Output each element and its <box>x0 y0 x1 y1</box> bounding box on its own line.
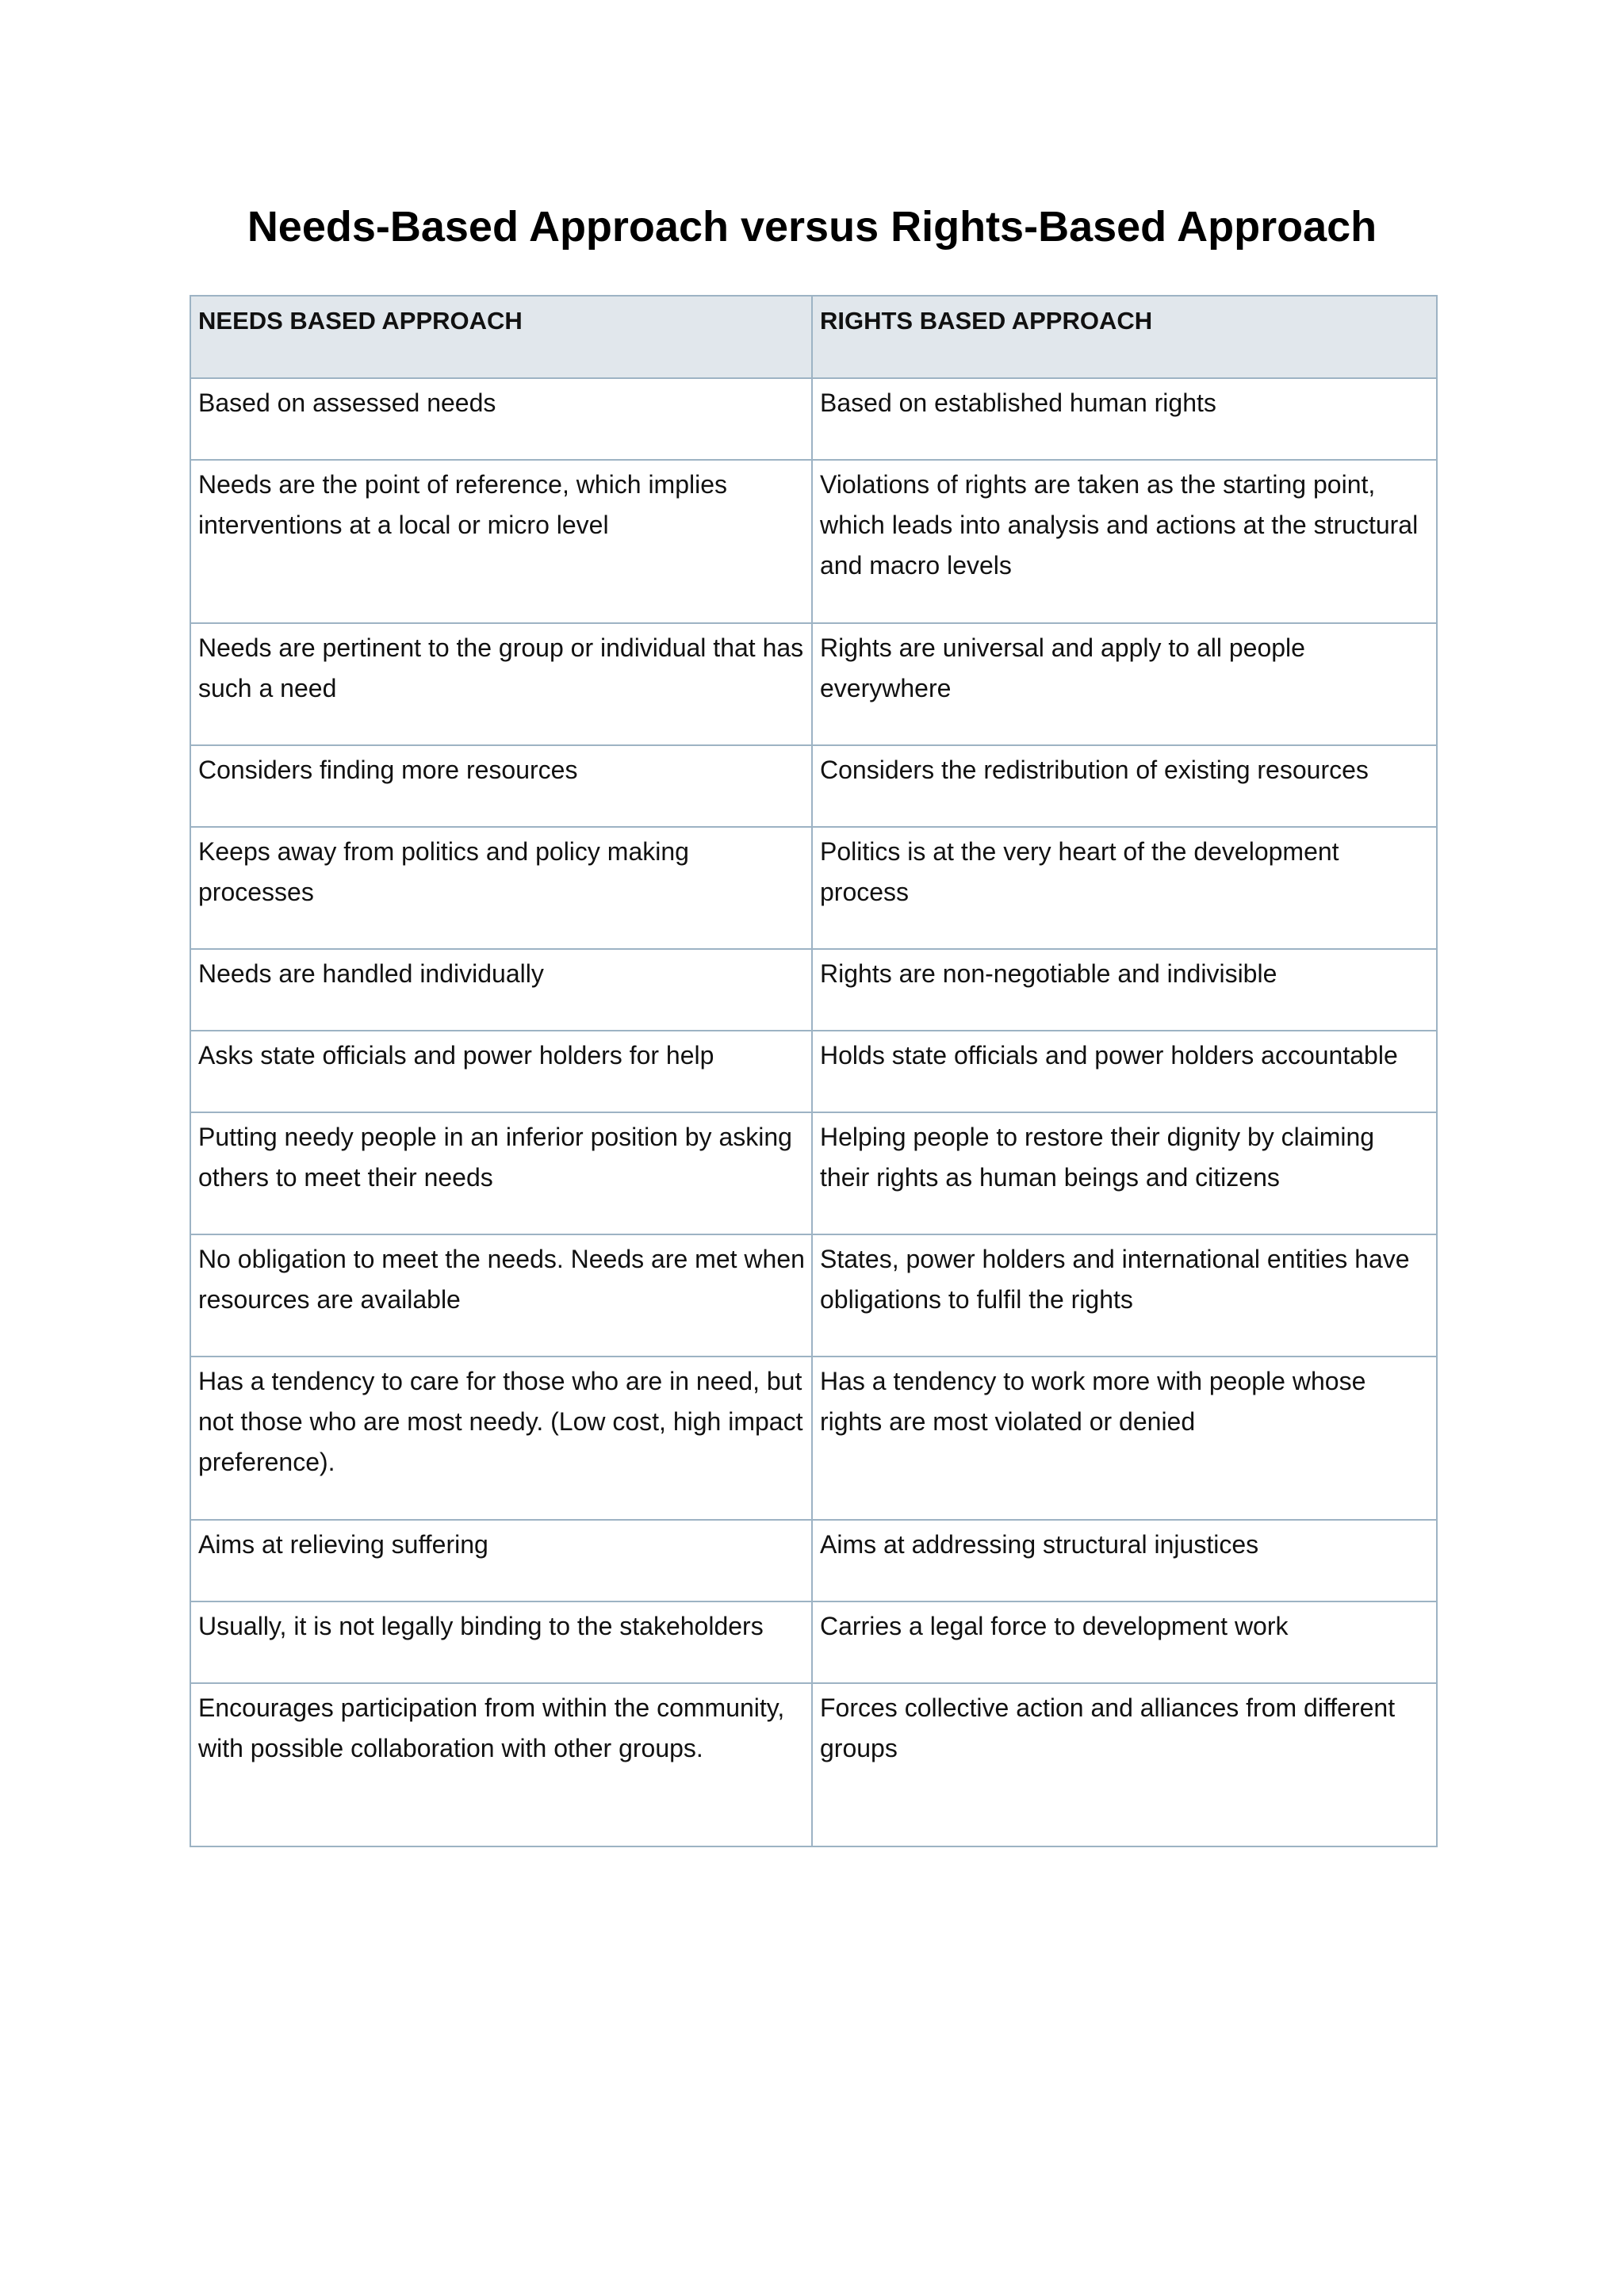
table-header-row <box>190 296 1437 378</box>
column-header-needs: NEEDS BASED APPROACH <box>190 296 812 378</box>
table-cell-needs: Asks state officials and power holders for help <box>190 1031 812 1112</box>
table-row <box>190 1112 1437 1234</box>
table-cell-needs: Has a tendency to care for those who are in need, but not those who are most needy. (Low cost, high impact preference). <box>190 1357 812 1520</box>
table-cell-rights: Rights are non-negotiable and indivisible <box>812 949 1437 1031</box>
table-cell-rights: Carries a legal force to development work <box>812 1601 1437 1683</box>
comparison-table <box>190 295 1438 1847</box>
table-row <box>190 827 1437 949</box>
table-cell-rights: Aims at addressing structural injustices <box>812 1520 1437 1601</box>
table-cell-rights: Rights are universal and apply to all people everywhere <box>812 623 1437 745</box>
table-row <box>190 623 1437 745</box>
table-cell-needs: Usually, it is not legally binding to the stakeholders <box>190 1601 812 1683</box>
table-row <box>190 949 1437 1031</box>
table-cell-needs: Encourages participation from within the community, with possible collaboration with other groups. <box>190 1683 812 1846</box>
table-row <box>190 1683 1437 1846</box>
table-row <box>190 378 1437 460</box>
column-header-rights: RIGHTS BASED APPROACH <box>812 296 1437 378</box>
table-cell-rights: States, power holders and international entities have obligations to fulfil the rights <box>812 1234 1437 1357</box>
table-row <box>190 1031 1437 1112</box>
table-cell-rights: Helping people to restore their dignity by claiming their rights as human beings and citizens <box>812 1112 1437 1234</box>
page-title: Needs-Based Approach versus Rights-Based Approach <box>247 203 1377 251</box>
table-cell-needs: No obligation to meet the needs. Needs are met when resources are available <box>190 1234 812 1357</box>
table-cell-needs: Needs are the point of reference, which implies interventions at a local or micro level <box>190 460 812 623</box>
table-row <box>190 460 1437 623</box>
table-row <box>190 1520 1437 1601</box>
table-cell-needs: Aims at relieving suffering <box>190 1520 812 1601</box>
table-cell-needs: Putting needy people in an inferior position by asking others to meet their needs <box>190 1112 812 1234</box>
table-cell-rights: Forces collective action and alliances from different groups <box>812 1683 1437 1846</box>
table-cell-needs: Needs are handled individually <box>190 949 812 1031</box>
table-row <box>190 1234 1437 1357</box>
table-row <box>190 745 1437 827</box>
table-cell-rights: Holds state officials and power holders accountable <box>812 1031 1437 1112</box>
table-cell-rights: Has a tendency to work more with people whose rights are most violated or denied <box>812 1357 1437 1520</box>
table-row <box>190 1601 1437 1683</box>
table-cell-needs: Considers finding more resources <box>190 745 812 827</box>
table-cell-rights: Based on established human rights <box>812 378 1437 460</box>
table-cell-needs: Needs are pertinent to the group or individual that has such a need <box>190 623 812 745</box>
table-cell-rights: Considers the redistribution of existing resources <box>812 745 1437 827</box>
table-cell-rights: Violations of rights are taken as the starting point, which leads into analysis and actions at the structural and macro levels <box>812 460 1437 623</box>
table-cell-needs: Based on assessed needs <box>190 378 812 460</box>
table-cell-needs: Keeps away from politics and policy making processes <box>190 827 812 949</box>
table-cell-rights: Politics is at the very heart of the development process <box>812 827 1437 949</box>
table-row <box>190 1357 1437 1520</box>
